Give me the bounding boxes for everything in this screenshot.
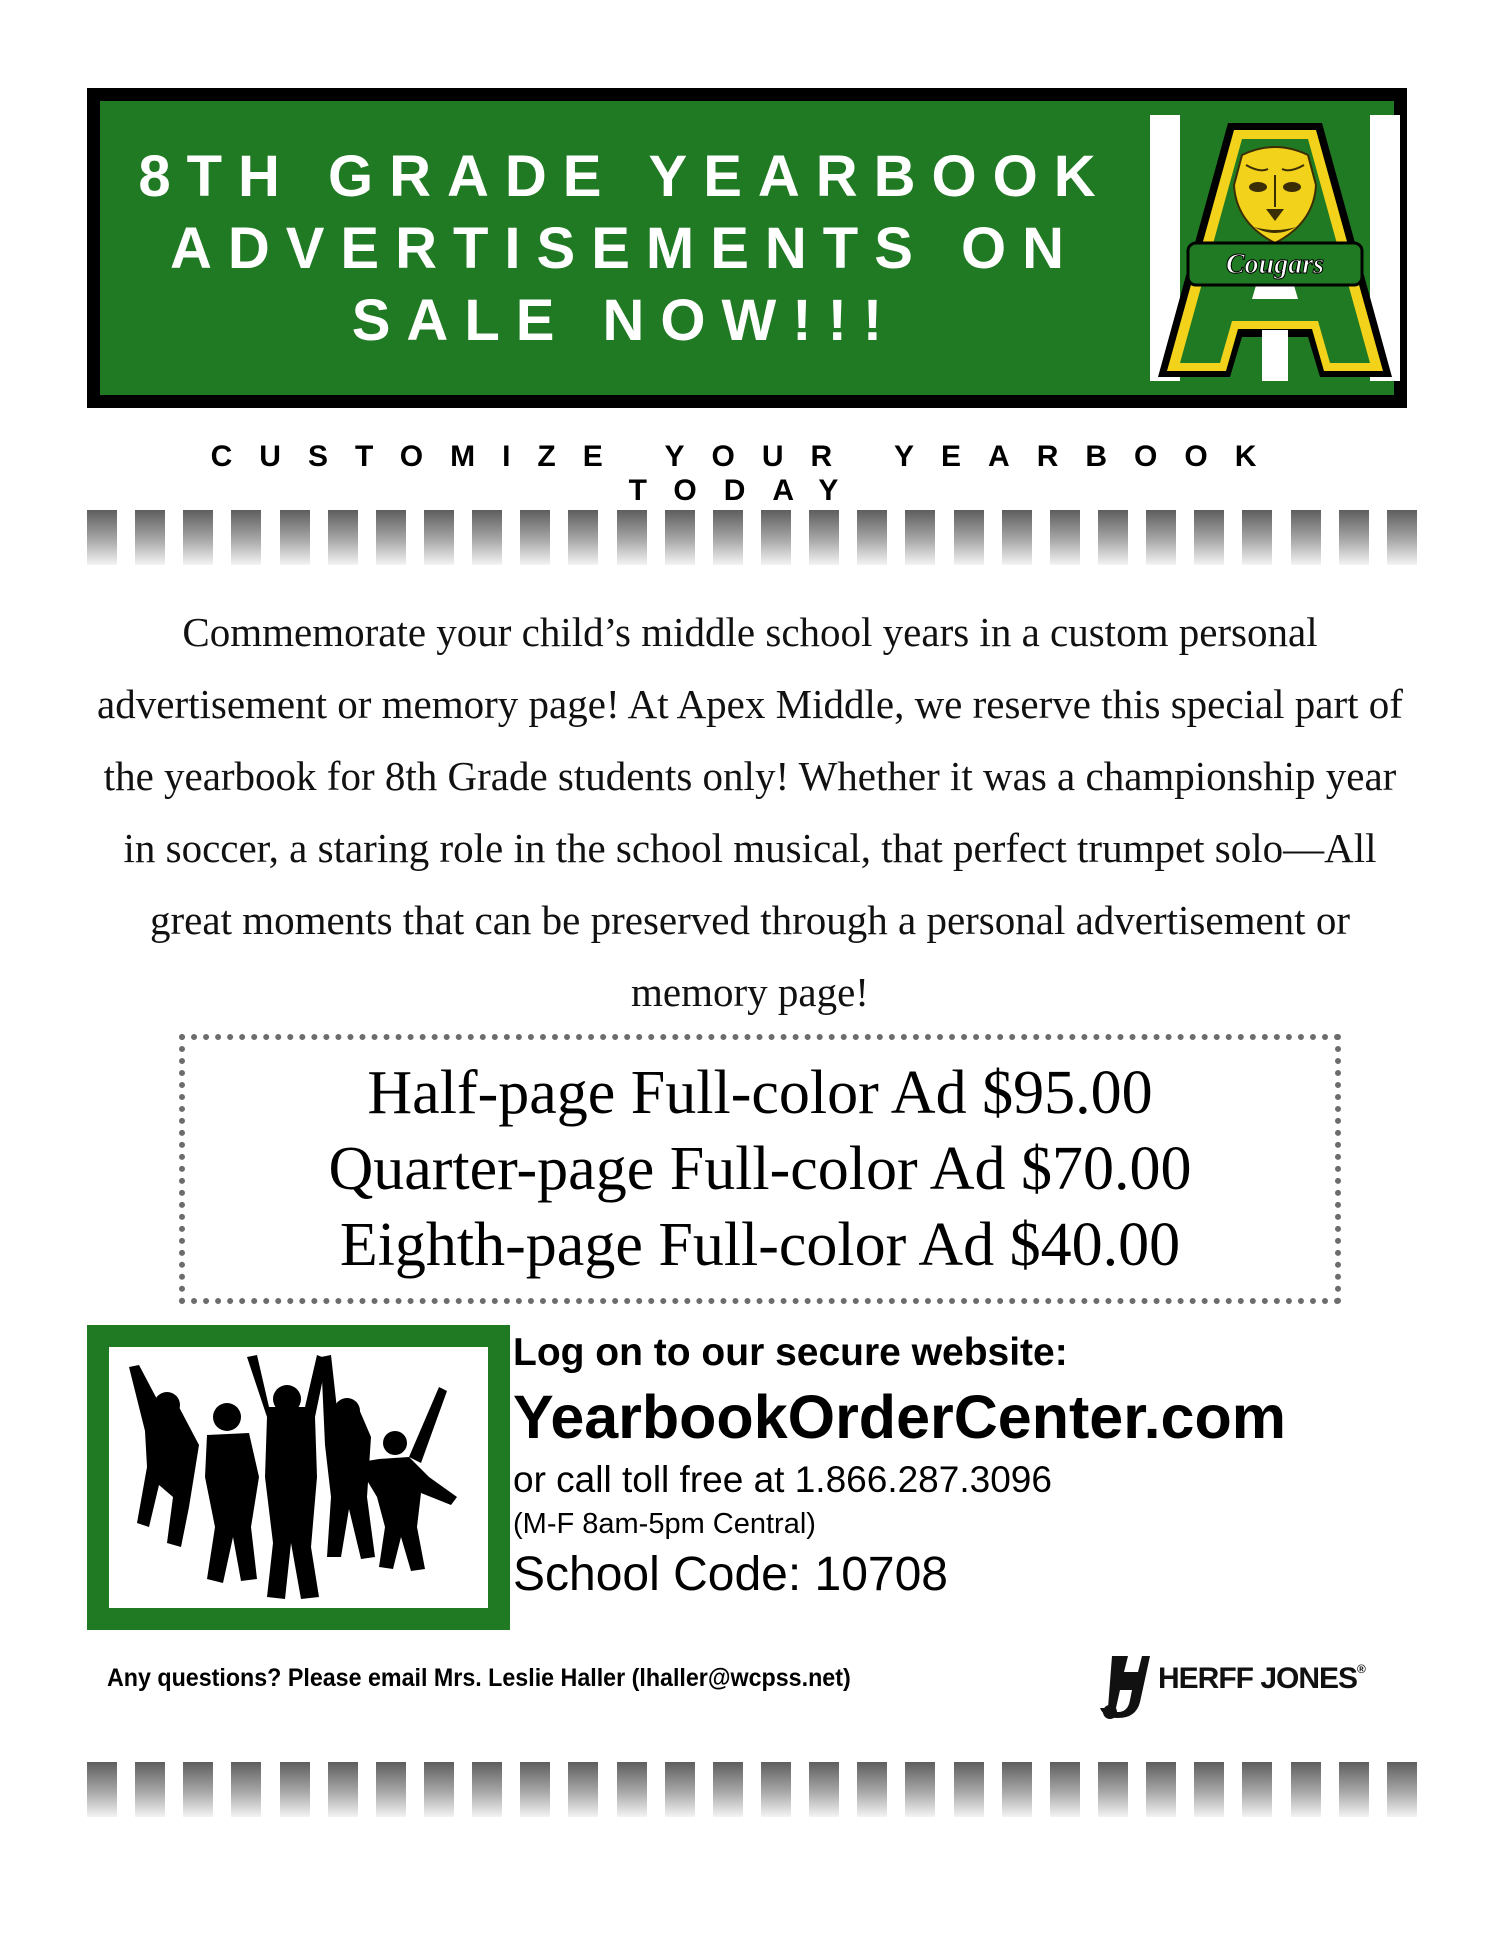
logo-script-text: Cougars	[1225, 249, 1325, 280]
herff-jones-mark-icon	[1098, 1652, 1150, 1722]
contact-questions: Any questions? Please email Mrs. Leslie Haller (lhaller@wcpss.net)	[107, 1664, 851, 1692]
price-half-page: Half-page Full-color Ad $95.00	[367, 1059, 1153, 1127]
school-code: School Code: 10708	[513, 1548, 948, 1601]
price-eighth-page: Eighth-page Full-color Ad $40.00	[339, 1211, 1181, 1279]
registered-mark: ®	[1357, 1662, 1365, 1676]
brand-name: HERFF JONES	[1158, 1662, 1358, 1695]
headline-panel	[100, 101, 1394, 395]
headline	[120, 141, 1130, 357]
cougars-logo	[1150, 115, 1400, 381]
intro-paragraph: Commemorate your child’s middle school years in a custom personal advertisement or memory page! At Apex Middle, we reserve this special part of the yearbook for 8th Grade students only! Whether it was a championship year in soccer, a staring role in the school musical, that perfect trumpet solo—All great moments that can be preserved through a personal advertisement or memory page!	[97, 609, 1403, 1015]
students-silhouette-image	[109, 1347, 488, 1608]
tagline: CUSTOMIZE YOUR YEARBOOK TODAY	[210, 440, 1284, 507]
log-on-heading: Log on to our secure website:	[513, 1331, 1068, 1374]
headline-line-2: ADVERTISEMENTS ON	[169, 216, 1081, 281]
dash-divider-bottom	[87, 1762, 1417, 1817]
ordering-info	[513, 1328, 1413, 1606]
phone-number: or call toll free at 1.866.287.3096	[513, 1459, 1052, 1500]
jumping-people-silhouette	[109, 1347, 488, 1608]
website-link[interactable]: YearbookOrderCenter.com	[513, 1383, 1286, 1451]
headline-line-1: 8TH GRADE YEARBOOK	[138, 144, 1112, 209]
phone-hours: (M-F 8am-5pm Central)	[513, 1508, 816, 1540]
herff-jones-wordmark	[1158, 1662, 1365, 1696]
price-quarter-page: Quarter-page Full-color Ad $70.00	[328, 1135, 1192, 1203]
herff-jones-logo	[1098, 1652, 1398, 1722]
students-silhouette-frame	[87, 1325, 510, 1630]
dash-divider-top	[87, 510, 1417, 565]
headline-line-3: SALE NOW!!!	[351, 288, 899, 353]
headline-banner	[87, 88, 1407, 408]
price-list-box	[179, 1034, 1341, 1304]
